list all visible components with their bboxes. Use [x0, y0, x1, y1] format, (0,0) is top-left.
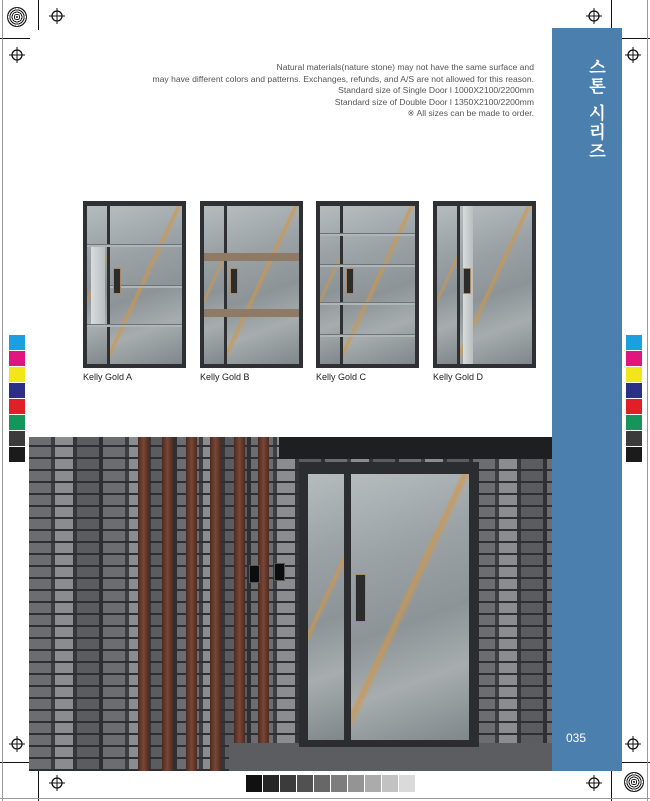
door-thumbnail-b	[200, 201, 303, 368]
crop-mark-tr-h	[620, 38, 650, 39]
section-title: 스톤 시리즈	[585, 58, 605, 161]
door-handle-icon	[230, 268, 238, 294]
color-swatch	[9, 367, 25, 383]
gray-swatch	[314, 775, 331, 792]
color-bar-right	[626, 335, 642, 463]
color-swatch	[9, 415, 25, 431]
door-handle-icon	[113, 268, 121, 294]
color-swatch	[9, 399, 25, 415]
registration-mark-icon	[625, 736, 641, 752]
gray-swatch	[280, 775, 297, 792]
registration-mark-icon	[49, 775, 65, 791]
notes-line: Natural materials(nature stone) may not have the same surface and	[276, 62, 534, 72]
door-label: Kelly Gold D	[433, 372, 484, 382]
gray-swatch	[297, 775, 314, 792]
registration-mark-icon	[625, 47, 641, 63]
color-swatch	[626, 447, 642, 463]
color-swatch	[626, 399, 642, 415]
gray-swatch	[246, 775, 263, 792]
crop-mark-bl-h	[0, 762, 30, 763]
color-swatch	[626, 335, 642, 351]
crop-mark-bl-v	[38, 771, 39, 801]
crop-mark-tl-h	[0, 38, 30, 39]
notes-line: ※ All sizes can be made to order.	[407, 108, 534, 119]
entrance-photo	[29, 437, 552, 771]
door-label: Kelly Gold B	[200, 372, 250, 382]
page-number: 035	[566, 731, 587, 745]
notes-block	[114, 62, 534, 120]
gray-swatch	[365, 775, 382, 792]
crop-mark-br-v	[611, 771, 612, 801]
gray-swatch	[348, 775, 365, 792]
color-bar-left	[9, 335, 25, 463]
color-swatch	[9, 447, 25, 463]
door-thumbnail-c	[316, 201, 419, 368]
gray-swatch	[263, 775, 280, 792]
door-thumbnail-d	[433, 201, 536, 368]
notes-line: Standard size of Single Door l 1000X2100/2200mm	[338, 85, 534, 96]
door-handle-icon	[355, 574, 366, 622]
gray-swatch	[399, 775, 416, 792]
color-swatch	[626, 383, 642, 399]
registration-mark-icon	[586, 775, 602, 791]
color-swatch	[9, 351, 25, 367]
registration-mark-icon	[9, 736, 25, 752]
crop-mark-tr-v	[611, 0, 612, 30]
gray-swatch	[382, 775, 399, 792]
notes-line: Standard size of Double Door l 1350X2100/2200mm	[334, 96, 534, 107]
color-swatch	[9, 383, 25, 399]
page-border-right	[647, 0, 648, 801]
crop-mark-tl-v	[38, 0, 39, 30]
door-handle-icon	[346, 268, 354, 294]
door-thumbnail-a	[83, 201, 186, 368]
color-swatch	[9, 335, 25, 351]
sidebar	[552, 28, 622, 771]
page-border-left	[2, 0, 3, 801]
color-swatch	[626, 351, 642, 367]
crop-mark-br-h	[620, 762, 650, 763]
grayscale-strip	[246, 775, 416, 792]
registration-mark-icon	[586, 8, 602, 24]
page-border-bottom	[0, 798, 650, 799]
corner-target-tl	[7, 7, 27, 27]
door-handle-icon	[463, 268, 471, 294]
registration-mark-icon	[49, 8, 65, 24]
color-swatch	[626, 367, 642, 383]
door-label: Kelly Gold A	[83, 372, 133, 382]
notes-line: may have different colors and patterns. Exchanges, refunds, and A/S are not allowed for this reason.	[152, 73, 534, 84]
color-swatch	[9, 431, 25, 447]
color-swatch	[626, 415, 642, 431]
corner-target-br	[624, 772, 644, 792]
gray-swatch	[331, 775, 348, 792]
registration-mark-icon	[9, 47, 25, 63]
door-label: Kelly Gold C	[316, 372, 367, 382]
color-swatch	[626, 431, 642, 447]
